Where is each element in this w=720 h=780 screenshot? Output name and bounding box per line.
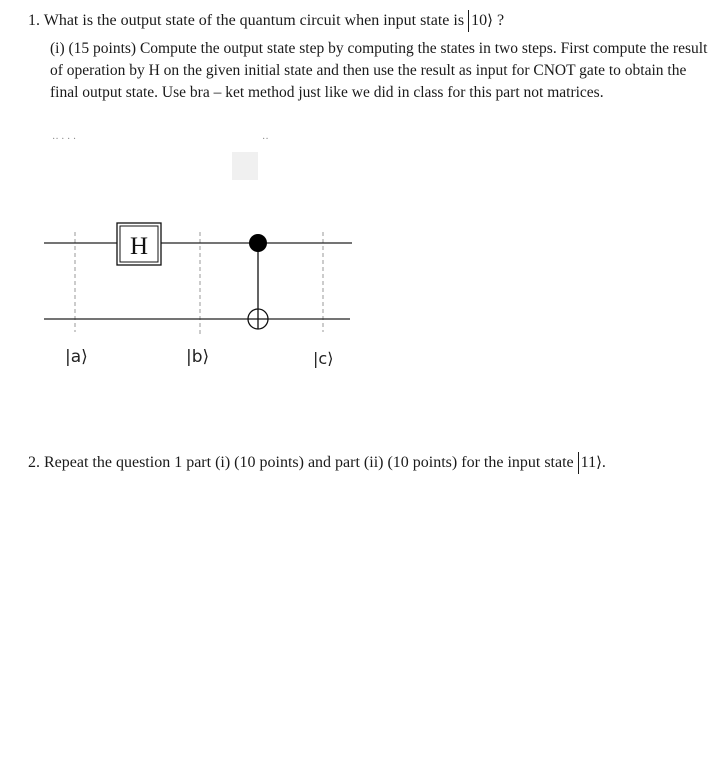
- control-dot-icon: [249, 234, 267, 252]
- input-state-ket-2: 11⟩: [578, 452, 602, 474]
- part-i-instructions: (i) (15 points) Compute the output state step by computing the states in two steps. First compute the result of operation by H on the given initial state and then use the result as input for CNOT gate to obtain the final output state. Use bra – ket method just like we did in class for this part not matrices.: [50, 40, 708, 101]
- input-state-value: 10: [471, 12, 488, 29]
- scan-artifact: ·· · · ·: [52, 134, 77, 145]
- state-label-c: |c⟩: [313, 349, 334, 368]
- state-label-a: |a⟩: [65, 347, 88, 367]
- hadamard-label: H: [129, 233, 149, 260]
- input-state-value-2: 11: [580, 454, 597, 471]
- state-label-b: |b⟩: [186, 347, 210, 367]
- question-2-end: .: [601, 454, 606, 471]
- question-1-number: 1.: [28, 12, 40, 29]
- scan-artifact-2: ··: [262, 134, 269, 145]
- question-2-text: Repeat the question 1 part (i) (10 points) and part (ii) (10 points) for the input state: [44, 454, 574, 471]
- question-2: [28, 452, 606, 474]
- question-1-end: ?: [496, 12, 505, 29]
- input-state-ket: 10⟩: [468, 10, 493, 32]
- question-2-number: 2.: [28, 454, 40, 471]
- question-1-text: What is the output state of the quantum circuit when input state is: [43, 12, 465, 29]
